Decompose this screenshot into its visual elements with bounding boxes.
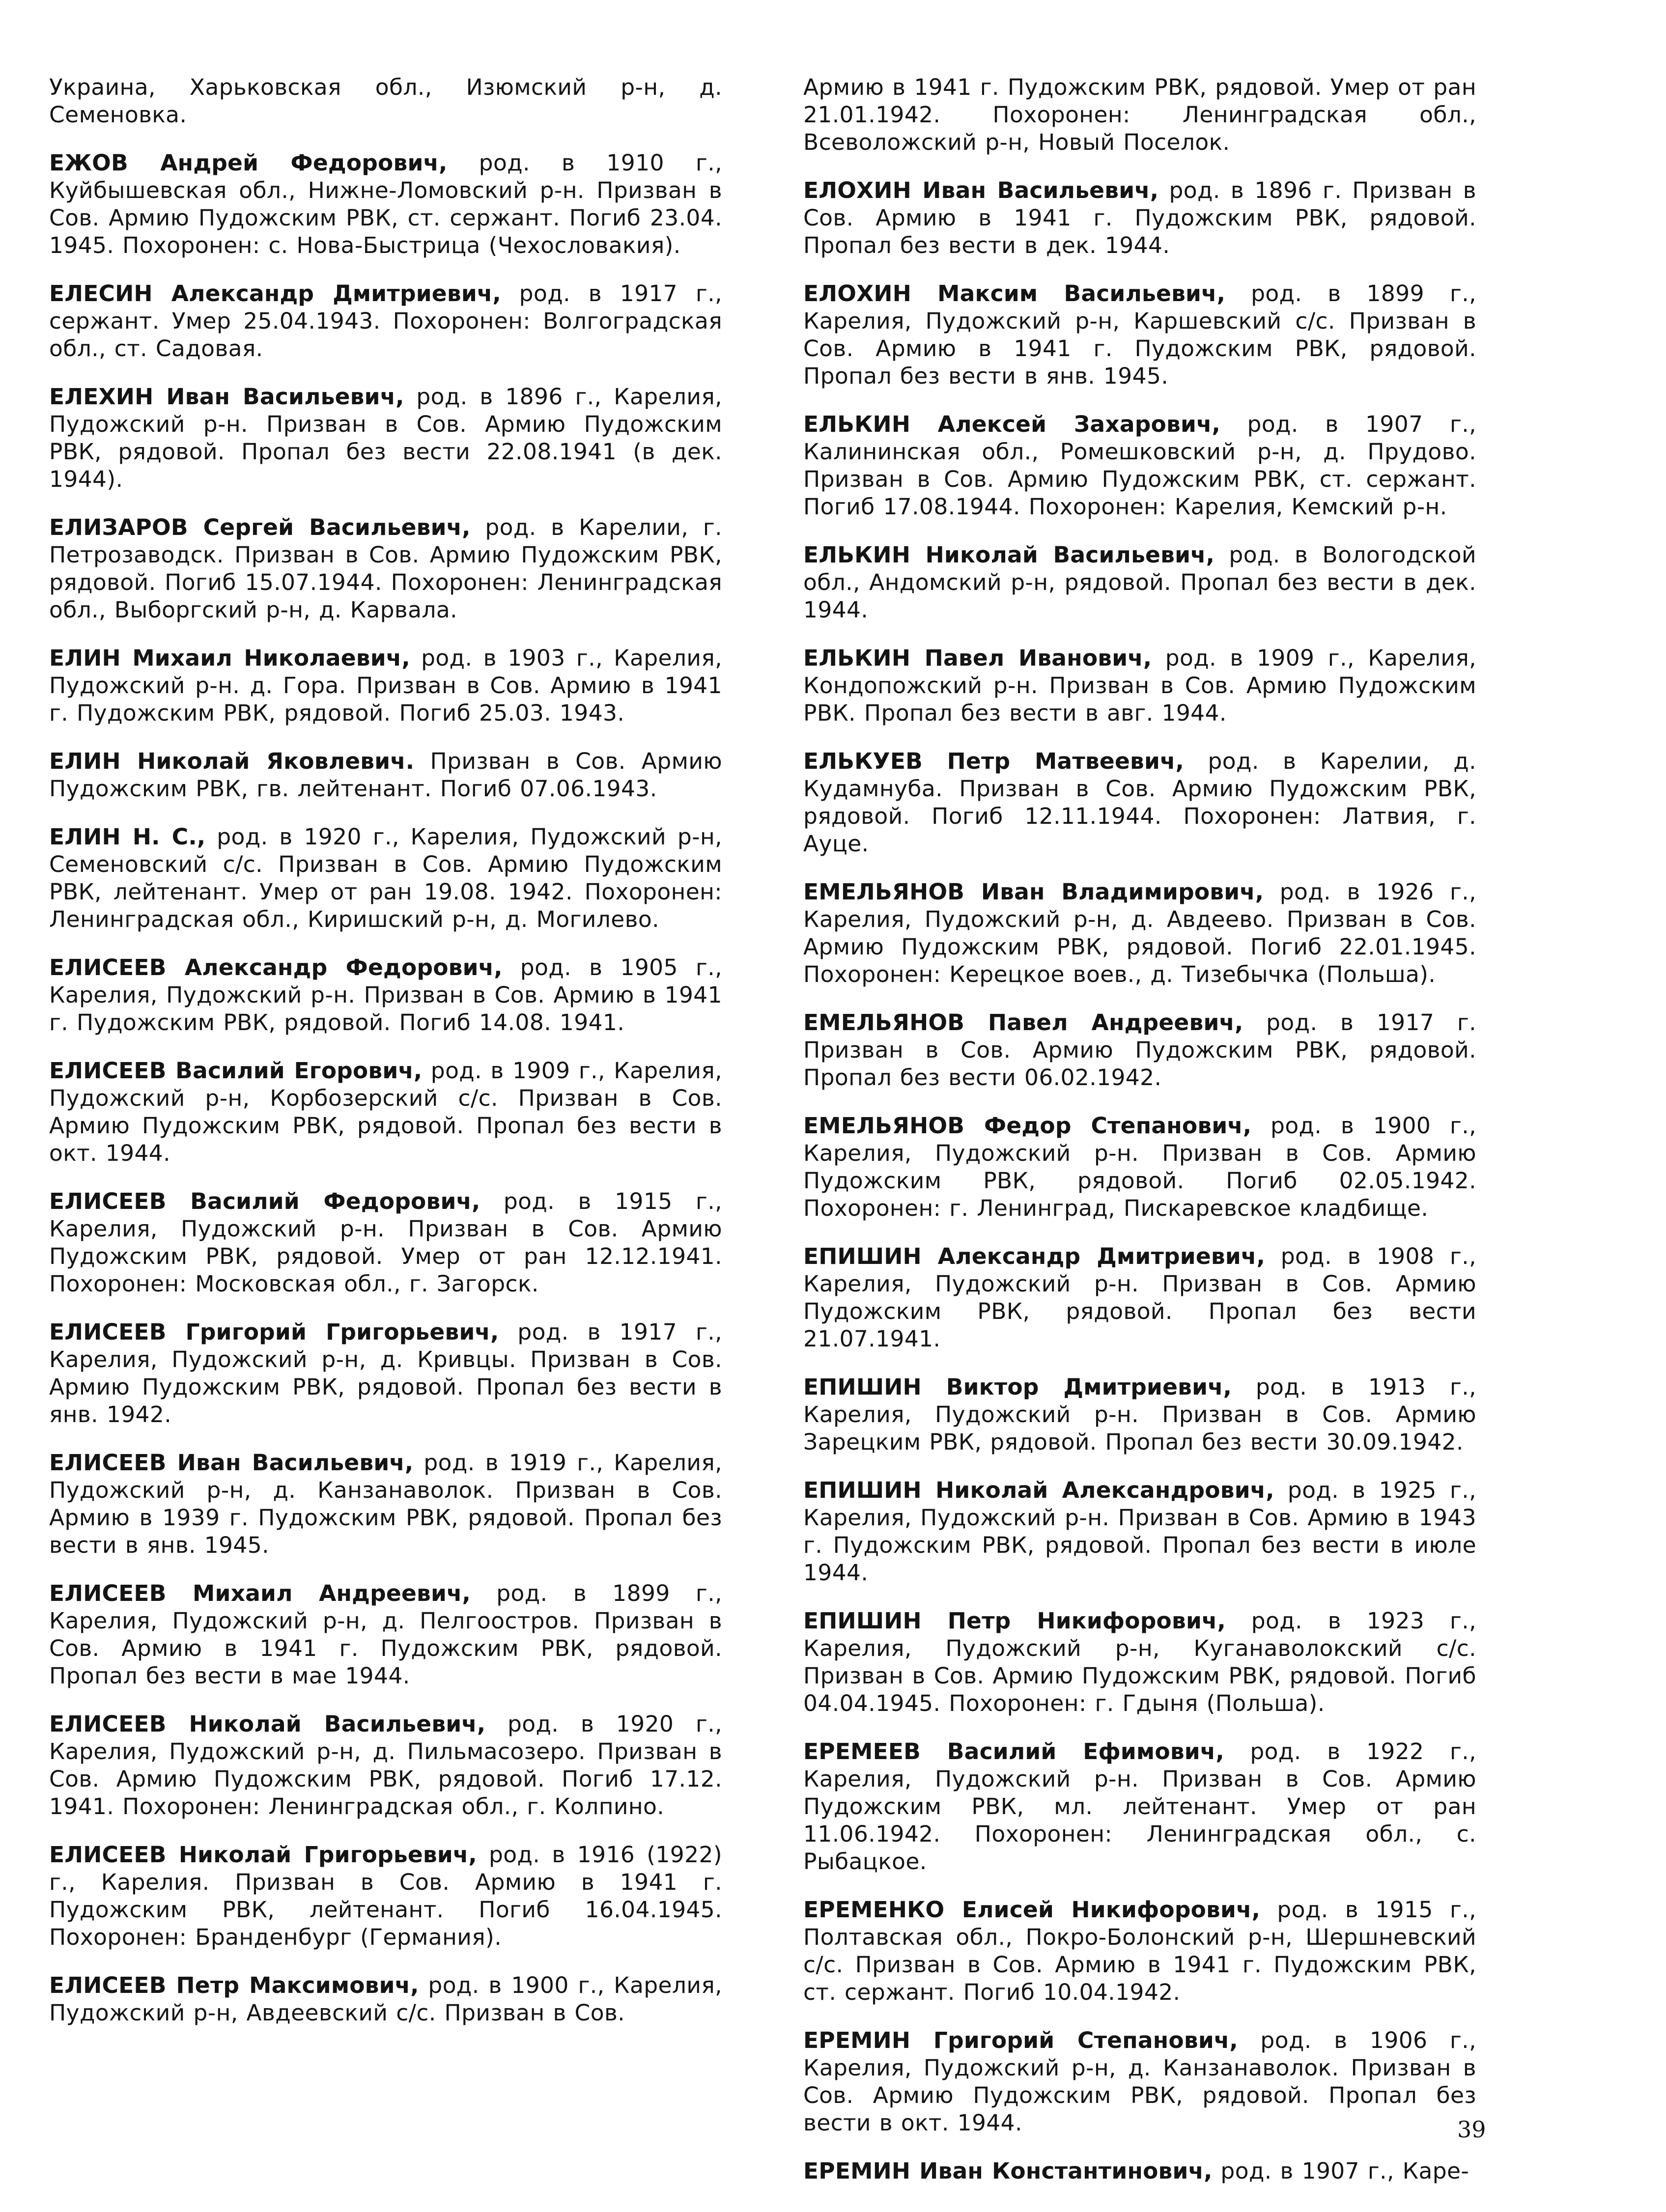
person-name: ЕЛОХИН Иван Васильевич, (803, 177, 1159, 203)
biography-entry (49, 1057, 722, 1167)
person-name: ЕЛИН Н. С., (49, 824, 206, 850)
person-name: ЕЛИСЕЕВ Николай Васильевич, (49, 1711, 486, 1737)
person-name: ЕЛИЗАРОВ Сергей Васильевич, (49, 514, 471, 540)
entry-details: род. в 1896 г., Карелия, Пудожский р-н. Призван в Сов. Армию Пудожским РВК, рядовой. Пропал без вести 22.08.1941 (в дек. 1944). (49, 384, 722, 492)
person-name: ЕМЕЛЬЯНОВ Павел Андреевич, (803, 1009, 1243, 1036)
entry-details: род. в 1899 г., Карелия, Пудожский р-н, д. Пелгоостров. Призван в Сов. Армию в 1941 г. Пудожским РВК, рядовой. Пропал без вести в мае 1944. (49, 1580, 722, 1689)
biography-entry (49, 1841, 722, 1951)
biography-entry (803, 1738, 1476, 1876)
biography-entry (803, 748, 1476, 858)
person-name: ЕПИШИН Николай Александрович, (803, 1477, 1274, 1503)
entry-details: род. в 1920 г., Карелия, Пудожский р-н, д. Пильмасозеро. Призван в Сов. Армию Пудожским РВК, рядовой. Погиб 17.12. 1941. Похоронен: Ленинградская обл., г. Колпино. (49, 1711, 722, 1820)
entry-details: род. в 1925 г., Карелия, Пудожский р-н. Призван в Сов. Армию в 1943 г. Пудожским РВК, рядовой. Пропал без вести в июле 1944. (803, 1477, 1476, 1586)
biography-entry (49, 383, 722, 493)
entry-details: род. в 1916 (1922) г., Карелия. Призван в Сов. Армию в 1941 г. Пудожским РВК, лейтенант. Погиб 16.04.1945. Похоронен: Бранденбург (Германия). (49, 1842, 722, 1950)
biography-entry (49, 514, 722, 624)
biography-entry (49, 1188, 722, 1298)
biography-entry (803, 1373, 1476, 1456)
biography-entry (803, 1243, 1476, 1353)
person-name: ЕРЕМЕЕВ Василий Ефимович, (803, 1738, 1224, 1764)
entry-details: род. в 1899 г., Карелия, Пудожский р-н, Каршевский с/с. Призван в Сов. Армию в 1941 г. Пудожским РВК, рядовой. Пропал без вести в янв. 1945. (803, 280, 1476, 389)
biography-entry (803, 1607, 1476, 1717)
entry-details: род. в 1910 г., Куйбышевская обл., Нижне-Ломовский р-н. Призван в Сов. Армию Пудожским РВК, ст. сержант. Погиб 23.04. 1945. Похоронен: с. Нова-Быстрица (Чехословакия). (49, 150, 722, 258)
biography-entry (803, 1896, 1476, 2006)
person-name: ЕЛЬКУЕВ Петр Матвеевич, (803, 748, 1185, 774)
entry-details: род. в 1917 г. Призван в Сов. Армию Пудожским РВК, рядовой. Пропал без вести 06.02.1942. (803, 1009, 1476, 1091)
biography-entry (49, 1318, 722, 1428)
entry-details: род. в Карелии, г. Петрозаводск. Призван в Сов. Армию Пудожским РВК, рядовой. Погиб 15.07.1944. Похоронен: Ленинградская обл., Выборгский р-н, д. Карвала. (49, 514, 722, 623)
person-name: ЕЛИСЕЕВ Василий Федорович, (49, 1188, 480, 1214)
biography-entry (49, 954, 722, 1036)
entry-details: род. в Вологодской обл., Андомский р-н, рядовой. Пропал без вести в дек. 1944. (803, 542, 1477, 623)
biography-entry (49, 1449, 722, 1559)
person-name: ЕЛЬКИН Алексей Захарович, (803, 411, 1221, 437)
entry-details: род. в 1917 г., сержант. Умер 25.04.1943. Похоронен: Волгоградская обл., ст. Садовая. (49, 280, 723, 362)
person-name: ЕПИШИН Петр Никифорович, (803, 1608, 1226, 1634)
entry-details: род. в 1926 г., Карелия, Пудожский р-н, д. Авдеево. Призван в Сов. Армию Пудожским РВК, рядовой. Погиб 22.01.1945. Похоронен: Керецкое воев., д. Тизебычка (Польша). (803, 879, 1476, 987)
person-name: ЕПИШИН Александр Дмитриевич, (803, 1243, 1265, 1269)
entry-details: род. в 1907 г., Калининская обл., Ромешковский р-н, д. Прудово. Призван в Сов. Армию Пудожским РВК, ст. сержант. Погиб 17.08.1944. Похоронен: Карелия, Кемский р-н. (803, 411, 1476, 520)
person-name: ЕМЕЛЬЯНОВ Иван Владимирович, (803, 879, 1264, 905)
entry-details: род. в 1900 г., Карелия, Пудожский р-н, Авдеевский с/с. Призван в Сов. (49, 1972, 722, 2026)
person-name: ЕЛИН Николай Яковлевич. (49, 748, 415, 774)
biography-entry (49, 280, 722, 363)
entry-details: род. в 1919 г., Карелия, Пудожский р-н, д. Канзанаволок. Призван в Сов. Армию в 1939 г. Пудожским РВК, рядовой. Пропал без вести в янв. 1945. (49, 1450, 722, 1558)
person-name: ЕЖОВ Андрей Федорович, (49, 150, 448, 176)
entry-details: род. в 1909 г., Карелия, Кондопожский р-н. Призван в Сов. Армию Пудожским РВК. Пропал без вести в авг. 1944. (803, 645, 1476, 726)
biography-entry (803, 411, 1476, 521)
entry-details: род. в 1915 г., Полтавская обл., Покро-Болонский р-н, Шершневский с/с. Призван в Сов. Армию в 1941 г. Пудожским РВК, ст. сержант. Погиб 10.04.1942. (803, 1897, 1476, 2005)
entry-details: род. в 1903 г., Карелия, Пудожский р-н. д. Гора. Призван в Сов. Армию в 1941 г. Пудожским РВК, рядовой. Погиб 25.03. 1943. (49, 645, 722, 726)
biography-entry (49, 1710, 722, 1820)
entry-details: Призван в Сов. Армию Пудожским РВК, гв. лейтенант. Погиб 07.06.1943. (49, 748, 722, 802)
person-name: ЕЛЬКИН Николай Васильевич, (803, 542, 1215, 568)
person-name: ЕЛЬКИН Павел Иванович, (803, 645, 1152, 671)
page-number: 39 (1457, 2116, 1486, 2143)
person-name: ЕПИШИН Виктор Дмитриевич, (803, 1374, 1232, 1400)
right-column (803, 74, 1476, 2206)
entry-details: род. в 1909 г., Карелия, Пудожский р-н, Корбозерский с/с. Призван в Сов. Армию Пудожским РВК, рядовой. Пропал без вести в окт. 1944. (49, 1058, 722, 1166)
person-name: ЕРЕМИН Григорий Степанович, (803, 2027, 1238, 2053)
person-name: ЕЛИСЕЕВ Александр Федорович, (49, 954, 503, 980)
biography-entry (803, 644, 1476, 727)
entry-details: род. в 1905 г., Карелия, Пудожский р-н. Призван в Сов. Армию в 1941 г. Пудожским РВК, рядовой. Погиб 14.08. 1941. (49, 954, 723, 1036)
entry-details: род. в 1917 г., Карелия, Пудожский р-н, д. Кривцы. Призван в Сов. Армию Пудожским РВК, рядовой. Пропал без вести в янв. 1942. (49, 1319, 722, 1428)
biography-entry (49, 149, 722, 259)
person-name: ЕЛИСЕЕВ Григорий Григорьевич, (49, 1319, 499, 1345)
biography-entry (49, 644, 722, 727)
entry-details: род. в 1906 г., Карелия, Пудожский р-н, д. Канзанаволок. Призван в Сов. Армию Пудожским РВК, рядовой. Пропал без вести в окт. 1944. (803, 2027, 1476, 2136)
entry-details: род. в 1896 г. Призван в Сов. Армию в 1941 г. Пудожским РВК, рядовой. Пропал без вести в дек. 1944. (803, 177, 1476, 258)
entry-details: род. в 1913 г., Карелия, Пудожский р-н. Призван в Сов. Армию Зарецким РВК, рядовой. Пропал без вести 30.09.1942. (803, 1374, 1476, 1455)
continuation-text: Украина, Харьковская обл., Изюмский р-н, д. Семеновка. (49, 74, 722, 128)
biography-entry (49, 1580, 722, 1690)
left-column (49, 74, 722, 2047)
entry-details: род. в 1907 г., Каре- (1212, 2158, 1469, 2184)
continuation-text: Армию в 1941 г. Пудожским РВК, рядовой. Умер от ран 21.01.1942. Похоронен: Ленинградская обл., Всеволожский р-н, Новый Поселок. (803, 74, 1476, 155)
person-name: ЕЛИСЕЕВ Николай Григорьевич, (49, 1842, 477, 1868)
person-name: ЕЛЕХИН Иван Васильевич, (49, 384, 404, 410)
biography-entry (803, 1112, 1476, 1222)
entry-details: род. в 1920 г., Карелия, Пудожский р-н, Семеновский с/с. Призван в Сов. Армию Пудожским РВК, лейтенант. Умер от ран 19.08. 1942. Похоронен: Ленинградская обл., Киришский р-н, д. Могилево. (49, 824, 722, 932)
biography-entry (803, 280, 1476, 390)
entry-details: род. в 1900 г., Карелия, Пудожский р-н. Призван в Сов. Армию Пудожским РВК, рядовой. Погиб 02.05.1942. Похоронен: г. Ленинград, Пискаревское кладбище. (803, 1113, 1476, 1221)
biography-entry (803, 541, 1476, 624)
person-name: ЕРЕМИН Иван Константинович, (803, 2158, 1213, 2184)
person-name: ЕЛОХИН Максим Васильевич, (803, 280, 1226, 307)
person-name: ЕЛИСЕЕВ Василий Егорович, (49, 1058, 423, 1084)
biography-entry (803, 2027, 1476, 2137)
entry-details: род. в 1923 г., Карелия, Пудожский р-н, Куганаволокский с/с. Призван в Сов. Армию Пудожским РВК, рядовой. Погиб 04.04.1945. Похоронен: г. Гдыня (Польша). (803, 1608, 1476, 1716)
biography-entry (803, 1009, 1476, 1092)
person-name: ЕЛИСЕЕВ Михаил Андреевич, (49, 1580, 471, 1606)
person-name: ЕРЕМЕНКО Елисей Никифорович, (803, 1897, 1261, 1923)
biography-entry (49, 1972, 722, 2027)
biography-entry (803, 1477, 1476, 1587)
biography-entry (49, 748, 722, 803)
entry-details: род. в 1915 г., Карелия, Пудожский р-н. Призван в Сов. Армию Пудожским РВК, рядовой. Умер от ран 12.12.1941. Похоронен: Московская обл., г. Загорск. (49, 1188, 723, 1297)
person-name: ЕЛЕСИН Александр Дмитриевич, (49, 280, 501, 307)
entry-details: род. в 1908 г., Карелия, Пудожский р-н. Призван в Сов. Армию Пудожским РВК, рядовой. Пропал без вести 21.07.1941. (803, 1243, 1476, 1352)
person-name: ЕЛИСЕЕВ Иван Васильевич, (49, 1450, 414, 1476)
person-name: ЕЛИН Михаил Николаевич, (49, 645, 410, 671)
biography-entry (803, 177, 1476, 259)
biography-entry (803, 878, 1476, 988)
entry-details: род. в 1922 г., Карелия, Пудожский р-н. Призван в Сов. Армию Пудожским РВК, мл. лейтенант. Умер от ран 11.06.1942. Похоронен: Ленинградская обл., с. Рыбацкое. (803, 1738, 1476, 1875)
biography-entry (49, 823, 722, 933)
entry-details: род. в Карелии, д. Кудамнуба. Призван в Сов. Армию Пудожским РВК, рядовой. Погиб 12.11.1944. Похоронен: Латвия, г. Ауце. (803, 748, 1476, 857)
person-name: ЕЛИСЕЕВ Петр Максимович, (49, 1972, 419, 1998)
person-name: ЕМЕЛЬЯНОВ Федор Степанович, (803, 1113, 1252, 1139)
biography-entry (803, 2157, 1476, 2185)
